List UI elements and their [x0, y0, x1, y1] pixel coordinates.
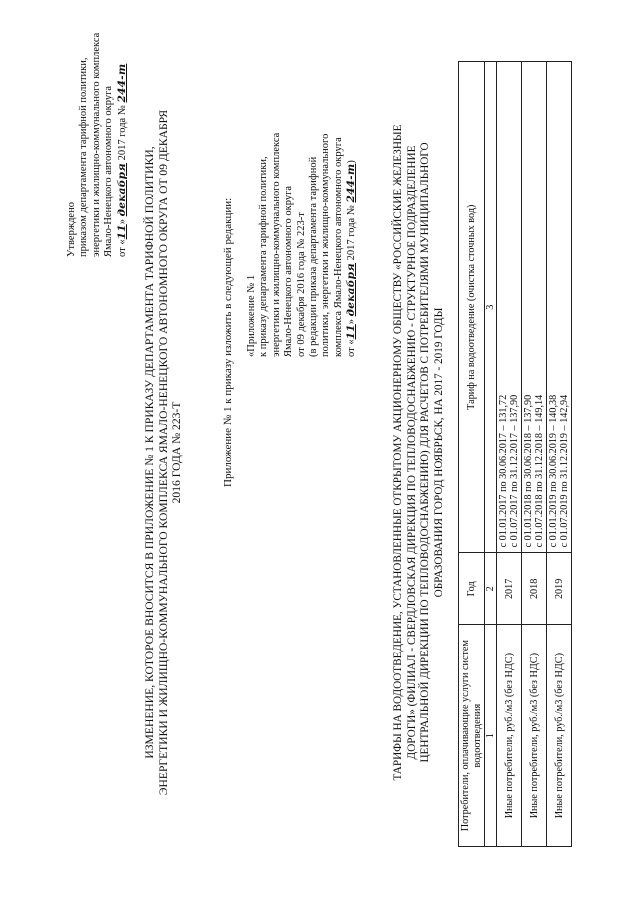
- table-title-line: ТАРИФЫ НА ВОДООТВЕДЕНИЕ, УСТАНОВЛЕННЫЕ ОТКРЫТОМУ АКЦИОНЕРНОМУ ОБЩЕСТВУ «РОССИЙСКИЕ ЖЕЛЕЗНЫЕ: [392, 124, 404, 781]
- handwritten-number: 244-т: [345, 163, 358, 203]
- appendix-line: (в редакции приказа департамента тарифной: [308, 156, 320, 357]
- column-number: 1: [485, 625, 497, 847]
- tariff-period: с 01.01.2017 по 30.06.2017 – 131,72: [498, 394, 509, 548]
- handwritten-day: 11: [345, 324, 358, 340]
- tariff-period: с 01.01.2018 по 30.06.2018 – 137,90: [523, 394, 534, 548]
- tariff-period: с 01.07.2018 по 31.12.2018 – 149,14: [534, 394, 545, 548]
- table-header-row: [459, 62, 485, 847]
- table-numbering-row: [485, 62, 497, 847]
- appendix-date-line: от «11» декабря 2017 года № 244-т): [345, 160, 358, 357]
- document-heading: [143, 0, 184, 905]
- approval-line: энергетики и жилищно-коммунального комплекса: [90, 32, 102, 257]
- heading-line: ЭНЕРГЕТИКИ И ЖИЛИЩНО-КОММУНАЛЬНОГО КОМПЛЕКСА ЯМАЛО-НЕНЕЦКОГО АВТОНОМНОГО ОКРУГА ОТ 09 ДЕКАБРЯ: [156, 109, 170, 796]
- tariff-cell: [522, 62, 547, 553]
- year-cell: 2017: [497, 553, 522, 625]
- header-tariff: Тариф на водоотведение (очистка сточных вод): [459, 62, 485, 553]
- appendix-line: от 09 декабря 2016 года № 223-т: [295, 212, 307, 357]
- table-row: [497, 62, 522, 847]
- appendix-line: политики, энергетики и жилищно-коммунального: [320, 133, 332, 357]
- approval-line: приказом департамента тарифной политики,: [78, 57, 90, 257]
- year-cell: 2018: [522, 553, 547, 625]
- consumer-cell: Иные потребители, руб./м3 (без НДС): [547, 625, 572, 847]
- tariff-period: с 01.01.2019 по 30.06.2019 – 140,38: [548, 394, 559, 548]
- table-row: [522, 62, 547, 847]
- appendix-line: Ямало-Ненецкого автономного округа: [283, 185, 295, 357]
- column-number: 3: [485, 62, 497, 553]
- heading-line: 2016 ГОДА № 223-Т: [170, 401, 184, 504]
- approval-title: Утверждено: [66, 202, 77, 257]
- table-title-line: ДОРОГИ» (ФИЛИАЛ - СВЕРДЛОВСКАЯ ДИРЕКЦИЯ ПО ТЕПЛОВОДОСНАБЖЕНИЮ - СТРУКТУРНОЕ ПОДРАЗДЕЛЕНИЕ: [405, 145, 418, 760]
- tariff-cell: [497, 62, 522, 553]
- table-title: [392, 0, 446, 905]
- handwritten-day: 11: [115, 224, 128, 240]
- handwritten-month: декабря: [115, 163, 128, 217]
- appendix-line: энергетики и жилищно-коммунального комплекса: [270, 132, 282, 357]
- year-cell: 2019: [547, 553, 572, 625]
- header-consumers: Потребители, оплачивающие услуги систем водоотведения: [459, 625, 485, 847]
- approval-line: Ямало-Ненецкого автономного округа: [103, 85, 115, 257]
- consumer-cell: Иные потребители, руб./м3 (без НДС): [497, 625, 522, 847]
- table-row: [547, 62, 572, 847]
- appendix-line: к приказу департамента тарифной политики,: [258, 156, 270, 357]
- consumer-cell: Иные потребители, руб./м3 (без НДС): [522, 625, 547, 847]
- tariff-cell: [547, 62, 572, 553]
- heading-line: ИЗМЕНЕНИЕ, КОТОРОЕ ВНОСИТСЯ В ПРИЛОЖЕНИЕ № 1 К ПРИКАЗУ ДЕПАРТАМЕНТА ТАРИФНОЙ ПОЛИТИКИ,: [143, 146, 156, 759]
- appendix-line: комплекса Ямало-Ненецкого автономного округа: [332, 137, 344, 357]
- handwritten-number: 244-т: [115, 63, 128, 103]
- approval-block: [66, 33, 129, 257]
- approval-date-line: от «11» декабря 2017 года № 244-т: [115, 63, 128, 257]
- column-number: 2: [485, 553, 497, 625]
- tariff-period: с 01.07.2017 по 31.12.2017 – 137,90: [509, 394, 520, 548]
- header-year: Год: [459, 553, 485, 625]
- handwritten-month: декабря: [345, 263, 358, 317]
- table-title-line: ЦЕНТРАЛЬНОЙ ДИРЕКЦИИ ПО ТЕПЛОВОДОСНАБЖЕНИЮ) ДЛЯ РАСЧЕТОВ С ПОТРЕБИТЕЛЯМИ МУНИЦИПАЛЬНОГО: [419, 142, 432, 763]
- tariff-period: с 01.07.2019 по 31.12.2019 – 142,94: [559, 394, 570, 548]
- tariff-table: [458, 61, 572, 847]
- intro-text: Приложение № 1 к приказу изложить в следующей редакции:: [222, 197, 234, 487]
- appendix-block: [246, 133, 359, 357]
- table-title-line: ОБРАЗОВАНИЯ ГОРОД НОЯБРЬСК, НА 2017 - 2019 ГОДЫ: [432, 307, 445, 598]
- appendix-line: «Приложение № 1: [246, 274, 257, 357]
